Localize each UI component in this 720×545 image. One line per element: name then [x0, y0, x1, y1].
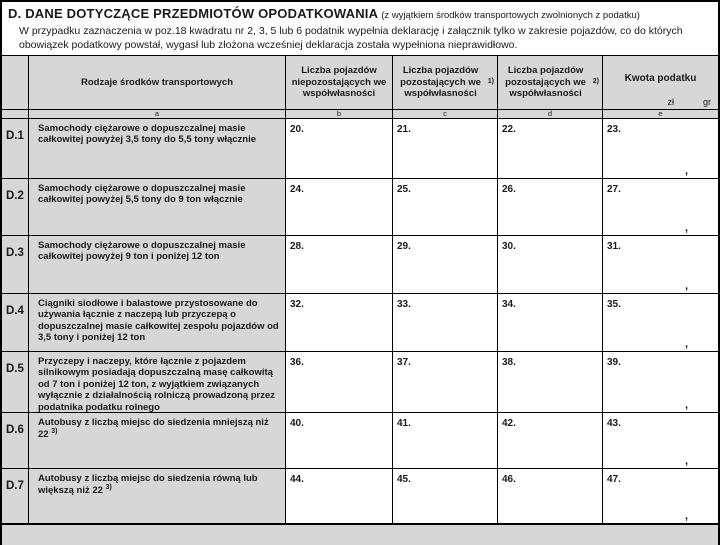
field-number-33: 33.: [397, 299, 411, 310]
row-description-d1: Samochody ciężarowe o dopuszczalnej masie całkowitej powyżej 3,5 tony do 5,5 tony włącznie: [38, 123, 257, 146]
header-cell-code: [2, 56, 29, 109]
row-code-d4: D.4: [6, 305, 24, 317]
field-number-32: 32.: [290, 299, 304, 310]
row-description-d5: Przyczepy i naczepy, które łącznie z pojazdem silnikowym posiadają dopuszczalną masę całkowitą od 7 ton i poniżej 12 ton, z wyjątkiem związanych wyłącznie z działalnością rolniczą prowadzoną przez podatnika podatku rolnego: [38, 356, 276, 412]
field-number-41: 41.: [397, 418, 411, 429]
column-letters-row: [2, 110, 718, 119]
footnote-marker-1: 1): [487, 78, 494, 86]
input-field-38[interactable]: [498, 352, 603, 412]
row-code-d7: D.7: [6, 480, 24, 492]
input-field-47[interactable]: [603, 469, 718, 523]
table-row-d6: [2, 413, 718, 469]
decimal-comma: ,: [684, 455, 688, 467]
header-label-count-not-coowned: Liczba pojazdów niepozostających we współwłasności: [291, 64, 387, 100]
section-title: D. DANE DOTYCZĄCE PRZEDMIOTÓW OPODATKOWANIA: [8, 6, 379, 21]
field-number-20: 20.: [290, 124, 304, 135]
footnote-marker-3: 3): [51, 428, 58, 436]
input-field-44[interactable]: [286, 469, 393, 523]
decimal-comma: ,: [684, 338, 688, 350]
footnote-marker-2: 2): [592, 78, 599, 86]
row-description-d4: Ciągniki siodłowe i balastowe przystosowane do używania łącznie z naczepą lub przyczepą o dopuszczalnej masie całkowitej zespołu pojazdów od 3,5 tony i poniżej 12 ton: [38, 298, 279, 344]
field-number-21: 21.: [397, 124, 411, 135]
taxation-table: [2, 55, 718, 525]
field-number-42: 42.: [502, 418, 516, 429]
input-field-25[interactable]: [393, 179, 498, 235]
input-field-21[interactable]: [393, 119, 498, 178]
input-field-28[interactable]: [286, 236, 393, 293]
field-number-45: 45.: [397, 474, 411, 485]
field-number-28: 28.: [290, 241, 304, 252]
row-description-d7: Autobusy z liczbą miejsc do siedzenia równą lub większą niż 22: [38, 473, 258, 497]
field-number-43: 43.: [607, 418, 621, 429]
field-number-36: 36.: [290, 357, 304, 368]
input-field-42[interactable]: [498, 413, 603, 468]
input-field-46[interactable]: [498, 469, 603, 523]
header-cell-vehicle-types: [29, 56, 286, 109]
input-field-43[interactable]: [603, 413, 718, 468]
field-number-22: 22.: [502, 124, 516, 135]
field-number-37: 37.: [397, 357, 411, 368]
input-field-34[interactable]: [498, 294, 603, 351]
field-number-26: 26.: [502, 184, 516, 195]
section-title-note: (z wyjątkiem środków transportowych zwolnionych z podatku): [381, 10, 640, 21]
input-field-35[interactable]: [603, 294, 718, 351]
input-field-41[interactable]: [393, 413, 498, 468]
next-row-cutoff-band: [2, 525, 718, 545]
input-field-22[interactable]: [498, 119, 603, 178]
field-number-46: 46.: [502, 474, 516, 485]
header-label-vehicle-types: Rodzaje środków transportowych: [80, 76, 234, 88]
input-field-37[interactable]: [393, 352, 498, 412]
field-number-47: 47.: [607, 474, 621, 485]
field-number-34: 34.: [502, 299, 516, 310]
field-number-35: 35.: [607, 299, 621, 310]
header-cell-count-not-coowned: [286, 56, 393, 109]
field-number-39: 39.: [607, 357, 621, 368]
currency-unit-zl: zł: [667, 97, 674, 107]
input-field-33[interactable]: [393, 294, 498, 351]
input-field-36[interactable]: [286, 352, 393, 412]
table-row-d7: [2, 469, 718, 524]
field-number-40: 40.: [290, 418, 304, 429]
input-field-24[interactable]: [286, 179, 393, 235]
input-field-40[interactable]: [286, 413, 393, 468]
table-row-d5: [2, 352, 718, 413]
input-field-23[interactable]: [603, 119, 718, 178]
row-description-d2: Samochody ciężarowe o dopuszczalnej masie całkowitej powyżej 5,5 tony do 9 ton włącznie: [38, 183, 246, 206]
field-number-29: 29.: [397, 241, 411, 252]
input-field-27[interactable]: [603, 179, 718, 235]
input-field-30[interactable]: [498, 236, 603, 293]
field-number-30: 30.: [502, 241, 516, 252]
row-description-d6: Autobusy z liczbą miejsc do siedzenia mniejszą niż 22: [38, 417, 269, 441]
input-field-45[interactable]: [393, 469, 498, 523]
table-row-d2: [2, 179, 718, 236]
section-header: [2, 2, 718, 22]
row-code-d3: D.3: [6, 247, 24, 259]
header-label-tax-amount: Kwota podatku: [624, 73, 697, 84]
input-field-31[interactable]: [603, 236, 718, 293]
input-field-32[interactable]: [286, 294, 393, 351]
row-code-d2: D.2: [6, 190, 24, 202]
row-code-d6: D.6: [6, 424, 24, 436]
row-description-d3: Samochody ciężarowe o dopuszczalnej masie całkowitej powyżej 9 ton i poniżej 12 ton: [38, 240, 246, 263]
decimal-comma: ,: [684, 222, 688, 234]
field-number-44: 44.: [290, 474, 304, 485]
header-cell-count-coowned-2: [498, 56, 603, 109]
header-cell-tax-amount: [603, 56, 718, 109]
header-label-count-coowned-2: Liczba pojazdów pozostających we współwłasności: [505, 64, 586, 100]
footnote-marker-3: 3): [105, 484, 112, 492]
field-number-27: 27.: [607, 184, 621, 195]
field-number-25: 25.: [397, 184, 411, 195]
column-letter-a: a: [29, 110, 286, 118]
table-row-d1: [2, 119, 718, 179]
header-cell-count-coowned-1: [393, 56, 498, 109]
decimal-comma: ,: [684, 510, 688, 522]
section-instruction: W przypadku zaznaczenia w poz.18 kwadratu nr 2, 3, 5 lub 6 podatnik wypełnia deklarację i załącznik tylko w zakresie pojazdów, co do których obowiązek podatkowy powstał, wygasł lub złożona wcześniej deklaracja została wypełniona nieprawidłowo.: [2, 22, 718, 55]
currency-unit-gr: gr: [702, 97, 711, 107]
row-code-d1: D.1: [6, 130, 24, 142]
column-letter-d: d: [498, 110, 603, 118]
input-field-20[interactable]: [286, 119, 393, 178]
field-number-23: 23.: [607, 124, 621, 135]
decimal-comma: ,: [684, 280, 688, 292]
column-letter-e: e: [603, 110, 718, 118]
row-code-d5: D.5: [6, 363, 24, 375]
table-header-row: [2, 56, 718, 110]
column-letter-b: b: [286, 110, 393, 118]
table-row-d4: [2, 294, 718, 352]
field-number-38: 38.: [502, 357, 516, 368]
input-field-26[interactable]: [498, 179, 603, 235]
column-letter-c: c: [393, 110, 498, 118]
field-number-31: 31.: [607, 241, 621, 252]
letter-cell-blank: [2, 110, 29, 118]
input-field-29[interactable]: [393, 236, 498, 293]
decimal-comma: ,: [684, 399, 688, 411]
input-field-39[interactable]: [603, 352, 718, 412]
decimal-comma: ,: [684, 165, 688, 177]
table-row-d3: [2, 236, 718, 294]
field-number-24: 24.: [290, 184, 304, 195]
header-label-count-coowned-1: Liczba pojazdów pozostających we współwłasności: [400, 64, 481, 100]
